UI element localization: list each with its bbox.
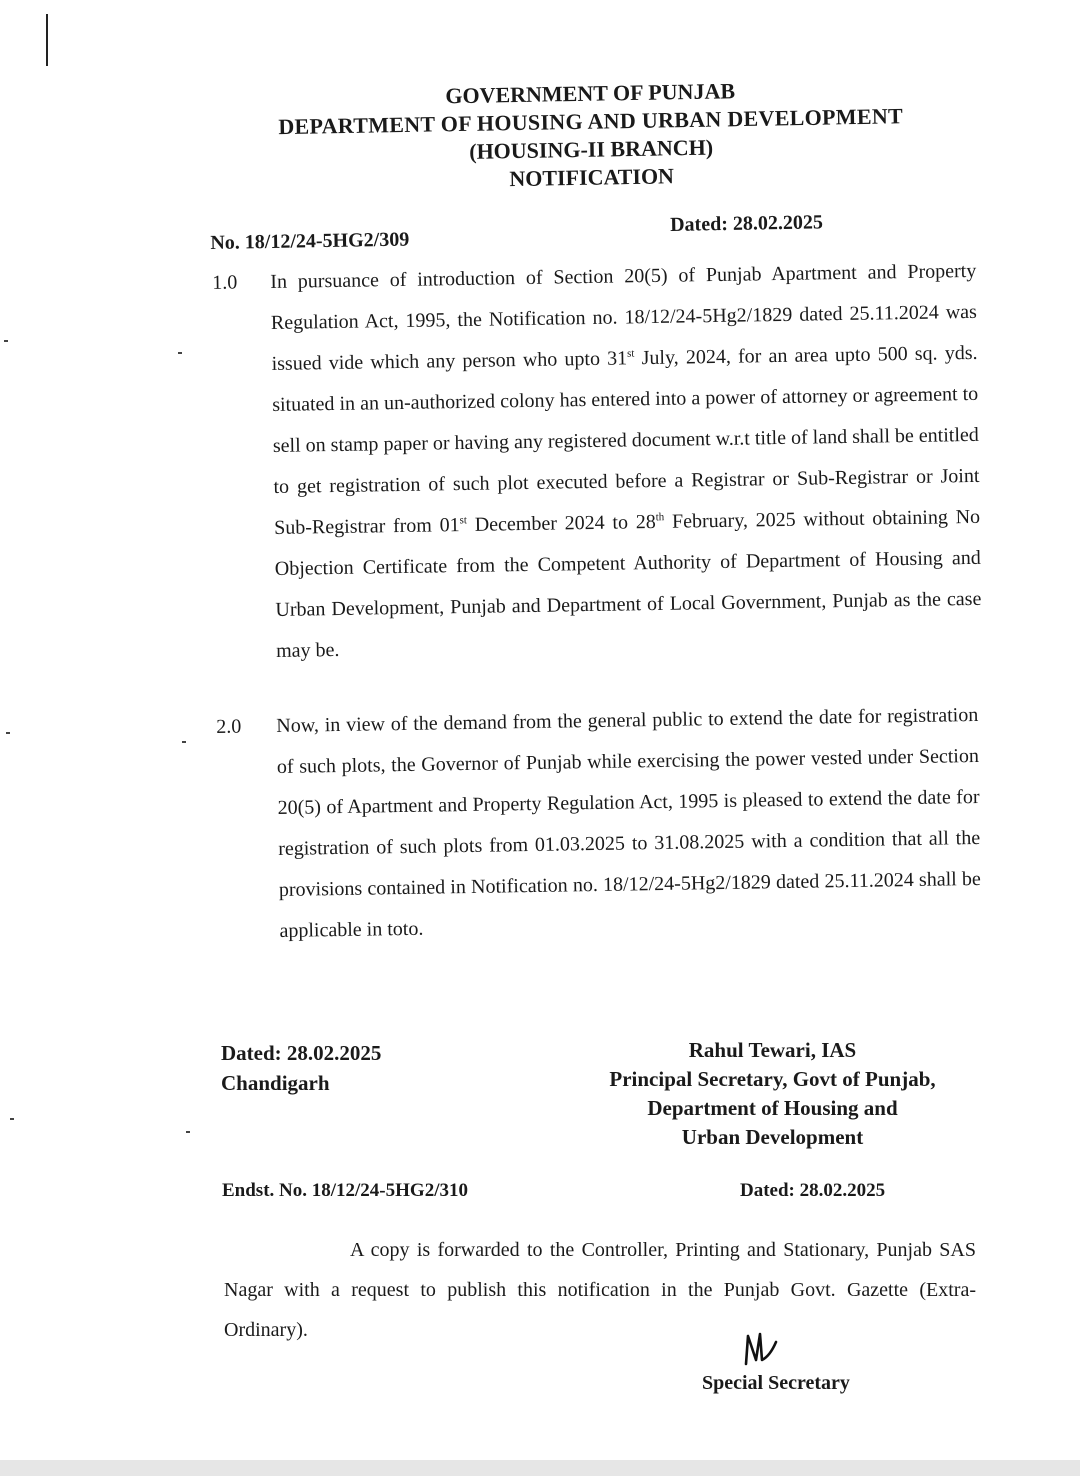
scan-speck [6,732,10,734]
header-branch: (HOUSING-II BRANCH) [469,134,714,164]
signatory-department: Urban Development [681,1125,864,1149]
paragraph-number: 1.0 [212,271,238,294]
paragraph-text: July, 2024, for an area upto 500 sq. yds. situated in an un-authorized colony has entered into a power of attorney or agreement to sell on stamp paper or having any registered document w.r.t title of land shall be entitled to get registration of such plot executed before a Registrar or Sub-Registrar or Joint Sub-Registrar from 01 [272,341,980,539]
paragraph-number: 2.0 [216,715,242,738]
endorsement-text: A copy is forwarded to the Controller, Printing and Stationary, Punjab SAS Nagar with a request to publish this notification in the Punjab Govt. Gazette (Extra-Ordinary). [224,1239,976,1341]
ordinal-suffix: th [655,511,665,524]
endorsement-date: Dated: 28.02.2025 [740,1180,886,1201]
paragraph-text: December 2024 to 28 [466,510,656,536]
signatory-name: Rahul Tewari, IAS [688,1038,857,1062]
scan-speck [4,340,8,342]
bottom-edge [0,1460,1080,1476]
paragraph-text: February, 2025 without obtaining No Objection Certificate from the Competent Authority of Department of Housing and Urban Development, Punjab and Department of Local Government, Punjab as the case may be. [274,505,982,662]
scan-edge-mark [46,14,48,66]
ordinal-suffix: st [627,347,635,360]
paragraph-1 [212,251,982,672]
header-department: DEPARTMENT OF HOUSING AND URBAN DEVELOPMENT [278,103,904,140]
scan-speck [10,1118,14,1120]
endorsement-number: Endst. No. 18/12/24-5HG2/310 [222,1180,468,1201]
paragraph-text: In pursuance of introduction of Section 20(5) of Punjab Apartment and Property Regulation Act, 1995, the Notification no. 18/12/24-5Hg2/1829 dated 25.11.2024 was issued vide which any person who upto 31 [270,259,978,375]
reference-line [210,211,860,254]
signoff-date: Dated: 28.02.2025 [221,1041,382,1065]
notification-date: Dated: 28.02.2025 [669,211,824,236]
special-secretary-label: Special Secretary [702,1372,850,1394]
signatory-designation: Principal Secretary, Govt of Punjab, [609,1067,936,1091]
scan-speck [186,1131,190,1133]
scan-speck [182,741,186,743]
ordinal-suffix: st [459,514,468,527]
signoff-date-place [221,1038,381,1098]
header-notification: NOTIFICATION [509,163,675,192]
signatory-block [560,1036,985,1152]
header-government: GOVERNMENT OF PUNJAB [445,78,736,109]
notification-number: No. 18/12/24-5HG2/309 [210,228,410,254]
signatory-department: Department of Housing and [647,1096,898,1120]
signoff-place: Chandigarh [221,1071,330,1095]
signature-initials [740,1330,780,1368]
document-header [230,73,952,198]
scan-speck [178,352,182,354]
paragraph-text: Now, in view of the demand from the general public to extend the date for registration of such plots, the Governor of Punjab while exercising the power vested under Section 20(5) of Apartment and Property Regulation Act, 1995 is pleased to extend the date for registration of such plots from 01.03.2025 to 31.08.2025 with a condition that all the provisions contained in Notification no. 18/12/24-5Hg2/1829 dated 25.11.2024 shall be applicable in toto. [276,703,981,942]
paragraph-2 [216,695,982,952]
